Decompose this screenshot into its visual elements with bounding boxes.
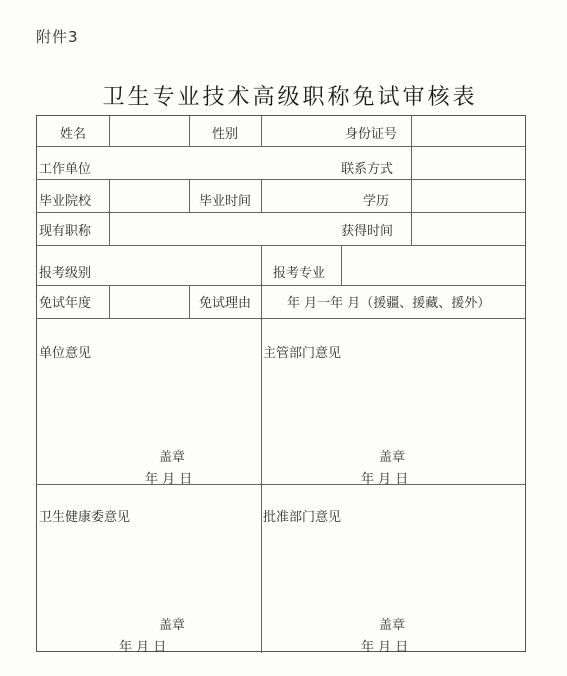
row-divider	[37, 179, 525, 180]
unit-seal-label: 盖章	[159, 450, 186, 465]
row-divider	[37, 484, 525, 485]
id-number-label: 身份证号	[344, 127, 397, 142]
dept-seal-label: 盖章	[379, 450, 406, 465]
col-divider	[261, 245, 262, 285]
review-form-table	[36, 115, 526, 655]
exempt-reason-value: 年 月一年 月（援疆、援藏、援外）	[287, 296, 491, 311]
row-divider	[37, 146, 525, 147]
exam-level-label: 报考级别	[39, 266, 92, 281]
col-divider	[109, 179, 110, 245]
contact-label: 联系方式	[341, 162, 394, 177]
col-divider	[109, 116, 110, 146]
col-divider	[411, 116, 412, 245]
current-title-label: 现有职称	[39, 224, 92, 239]
exam-major-label: 报考专业	[273, 266, 326, 281]
approval-seal-label: 盖章	[379, 618, 406, 633]
approval-opinion-label: 批准部门意见	[263, 510, 342, 525]
dept-date-label: 年 月 日	[361, 472, 409, 487]
obtain-time-label: 获得时间	[341, 224, 394, 239]
unit-opinion-label: 单位意见	[39, 346, 92, 361]
col-divider	[109, 285, 110, 318]
attachment-number: 附件3	[36, 28, 79, 46]
unit-date-label: 年 月 日	[145, 472, 193, 487]
form-title: 卫生专业技术高级职称免试审核表	[102, 85, 478, 110]
col-divider	[341, 245, 342, 285]
health-date-label: 年 月 日	[119, 640, 167, 655]
col-divider	[261, 285, 262, 318]
gender-label: 性别	[211, 127, 238, 142]
exempt-year-label: 免试年度	[39, 296, 92, 311]
approval-date-label: 年 月 日	[361, 640, 409, 655]
col-divider	[261, 318, 262, 653]
education-label: 学历	[363, 194, 390, 209]
grad-time-label: 毕业时间	[198, 194, 251, 209]
dept-opinion-label: 主管部门意见	[263, 346, 342, 361]
health-seal-label: 盖章	[159, 618, 186, 633]
col-divider	[261, 179, 262, 212]
school-label: 毕业院校	[39, 194, 92, 209]
row-divider	[37, 318, 525, 319]
col-divider	[261, 116, 262, 146]
row-divider	[37, 285, 525, 286]
health-opinion-label: 卫生健康委意见	[39, 510, 131, 525]
row-divider	[37, 245, 525, 246]
row-divider	[37, 212, 525, 213]
exempt-reason-label: 免试理由	[198, 296, 251, 311]
work-unit-label: 工作单位	[39, 162, 92, 177]
name-label: 姓名	[59, 127, 86, 142]
